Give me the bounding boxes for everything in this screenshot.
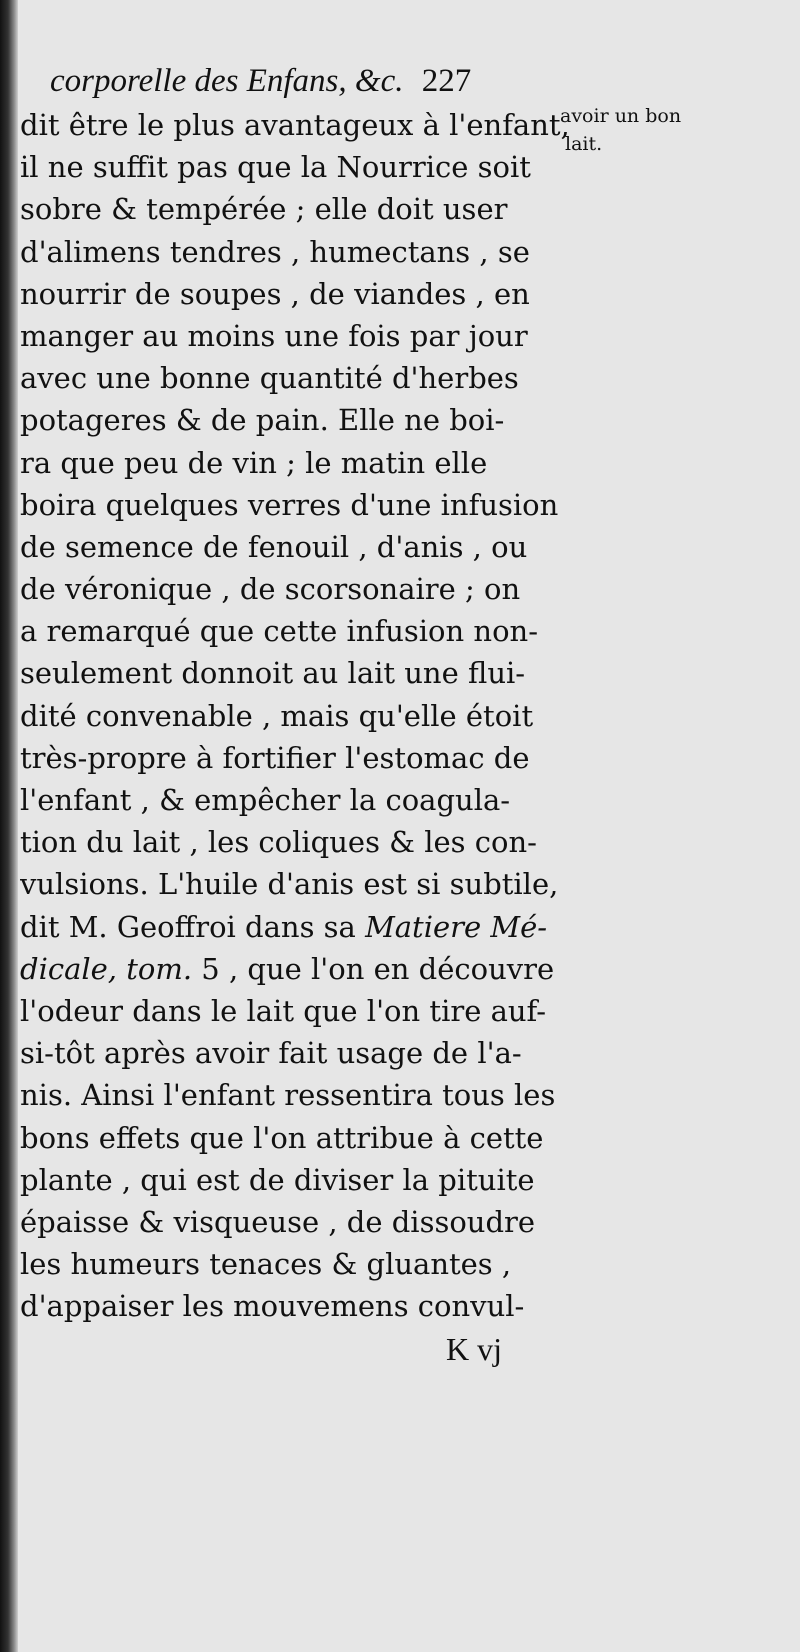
running-head xyxy=(20,58,580,104)
signature-mark: K vj xyxy=(446,1331,502,1368)
body-line: tion du lait , les coliques & les con- xyxy=(20,825,537,860)
body-line: épaisse & visqueuse , de dissoudre xyxy=(20,1204,536,1239)
body-line: ra que peu de vin ; le matin elle xyxy=(20,445,488,480)
body-line: très-propre à fortifier l'estomac de xyxy=(20,740,530,775)
margin-note xyxy=(560,102,760,158)
body-line: sobre & tempérée ; elle doit user xyxy=(20,192,508,227)
body-line: manger au moins une fois par jour xyxy=(20,318,528,353)
margin-note-line: avoir un bon xyxy=(560,105,682,127)
body-line-italic-segment: dicale, tom. xyxy=(20,951,193,986)
body-line: d'alimens tendres , humectans , se xyxy=(20,234,530,269)
body-line-segment: dit M. Geoffroi dans sa xyxy=(20,909,366,944)
body-line xyxy=(20,906,580,948)
body-line: avec une bonne quantité d'herbes xyxy=(20,361,519,396)
running-head-title: corporelle des Enfans, &c. xyxy=(50,63,404,99)
body-line: l'odeur dans le lait que l'on tire auf- xyxy=(20,993,547,1028)
body-line: dit être le plus avantageux à l'enfant, xyxy=(20,108,570,142)
body-text xyxy=(20,104,580,1327)
body-line: de véronique , de scorsonaire ; on xyxy=(20,572,521,607)
body-line: nourrir de soupes , de viandes , en xyxy=(20,276,530,311)
body-line: d'appaiser les mouvemens convul- xyxy=(20,1289,525,1324)
binding-gutter xyxy=(0,0,18,1652)
body-line-italic-segment: Matiere Mé- xyxy=(365,909,548,944)
body-line: plante , qui est de diviser la pituite xyxy=(20,1162,535,1197)
body-line: a remarqué que cette infusion non- xyxy=(20,614,539,649)
body-line: nis. Ainsi l'enfant ressentira tous les xyxy=(20,1078,556,1113)
body-line: si-tôt après avoir fait usage de l'a- xyxy=(20,1036,522,1071)
body-line: les humeurs tenaces & gluantes , xyxy=(20,1247,512,1282)
body-line xyxy=(20,948,580,990)
page-number: 227 xyxy=(421,63,472,99)
body-line: il ne suffit pas que la Nourrice soit xyxy=(20,150,531,185)
body-line: potageres & de pain. Elle ne boi- xyxy=(20,403,505,438)
body-line: vulsions. L'huile d'anis est si subtile, xyxy=(20,867,559,902)
text-block xyxy=(20,58,580,1371)
body-line: de semence de fenouil , d'anis , ou xyxy=(20,529,528,564)
body-line: l'enfant , & empêcher la coagula- xyxy=(20,783,511,817)
body-line-segment: 5 , que l'on en découvre xyxy=(192,951,555,986)
body-line: dité convenable , mais qu'elle étoit xyxy=(20,698,534,733)
body-line: seulement donnoit au lait une flui- xyxy=(20,656,526,691)
body-line: boira quelques verres d'une infusion xyxy=(20,487,559,522)
margin-note-line: lait. xyxy=(565,133,603,155)
body-line: bons effets que l'on attribue à cette xyxy=(20,1120,544,1155)
